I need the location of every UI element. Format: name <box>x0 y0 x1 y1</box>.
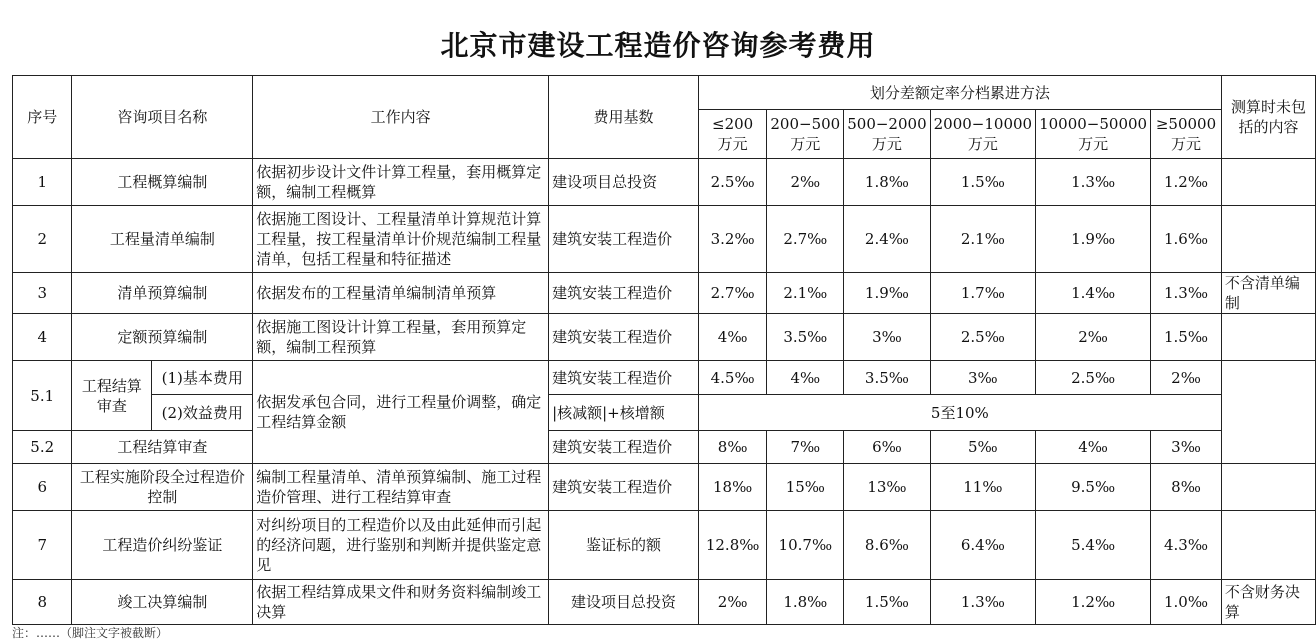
rate-cell: 5‰ <box>930 431 1035 464</box>
row-base: 建设项目总投资 <box>549 580 699 625</box>
row-seq: 6 <box>13 464 72 511</box>
table-row <box>13 206 1316 273</box>
rate-cell: 2.4‰ <box>844 206 930 273</box>
table-row <box>13 314 1316 361</box>
row-content: 依据发布的工程量清单编制清单预算 <box>253 273 549 314</box>
row-item: 竣工决算编制 <box>72 580 253 625</box>
header-item: 咨询项目名称 <box>72 76 253 159</box>
header-excluded: 测算时未包括的内容 <box>1221 76 1315 159</box>
rate-cell: 2.7‰ <box>698 273 767 314</box>
rate-cell: 1.9‰ <box>1036 206 1151 273</box>
table-row <box>13 361 1316 395</box>
rate-cell: 2.5‰ <box>1036 361 1151 395</box>
row-item: 工程概算编制 <box>72 159 253 206</box>
rate-cell: 8‰ <box>698 431 767 464</box>
rate-cell: 6.4‰ <box>930 511 1035 580</box>
header-content: 工作内容 <box>253 76 549 159</box>
row-content: 依据施工图设计、工程量清单计算规范计算工程量，按工程量清单计价规范编制工程量清单，包括工程量和特征描述 <box>253 206 549 273</box>
row-seq: 8 <box>13 580 72 625</box>
rate-cell: 9.5‰ <box>1036 464 1151 511</box>
row-excluded: 不含财务决算 <box>1221 580 1315 625</box>
rate-cell: 3‰ <box>930 361 1035 395</box>
row-item: 清单预算编制 <box>72 273 253 314</box>
page-title: 北京市建设工程造价咨询参考费用 <box>440 29 876 62</box>
tier-header: 500−2000 万元 <box>844 110 930 159</box>
rate-cell: 4‰ <box>1036 431 1151 464</box>
rate-cell: 10.7‰ <box>767 511 844 580</box>
row-base: 建设项目总投资 <box>549 159 699 206</box>
rate-cell: 1.3‰ <box>1036 159 1151 206</box>
table-row <box>13 431 1316 464</box>
row-excluded <box>1221 511 1315 580</box>
row-subitem: (2)效益费用 <box>152 395 253 431</box>
row-content: 编制工程量清单、清单预算编制、施工过程造价管理、进行工程结算审查 <box>253 464 549 511</box>
rate-cell: 13‰ <box>844 464 930 511</box>
rate-cell: 2.5‰ <box>698 159 767 206</box>
row-item: 工程量清单编制 <box>72 206 253 273</box>
header-base: 费用基数 <box>549 76 699 159</box>
rate-cell: 2‰ <box>698 580 767 625</box>
rate-cell: 11‰ <box>930 464 1035 511</box>
row-excluded <box>1221 314 1315 361</box>
rate-cell: 1.6‰ <box>1151 206 1222 273</box>
row-seq: 2 <box>13 206 72 273</box>
rate-cell: 5.4‰ <box>1036 511 1151 580</box>
row-excluded <box>1221 464 1315 511</box>
table-row <box>13 395 1316 431</box>
rate-cell: 1.3‰ <box>1151 273 1222 314</box>
row-seq: 5.2 <box>13 431 72 464</box>
rate-cell: 4‰ <box>698 314 767 361</box>
tier-header: ≤200 万元 <box>698 110 767 159</box>
rate-cell: 8.6‰ <box>844 511 930 580</box>
header-method: 划分差额定率分档累进方法 <box>698 76 1221 110</box>
row-base: 建筑安装工程造价 <box>549 361 699 395</box>
rate-cell: 1.4‰ <box>1036 273 1151 314</box>
rate-cell: 2‰ <box>767 159 844 206</box>
rate-cell: 4.5‰ <box>698 361 767 395</box>
rate-cell: 1.9‰ <box>844 273 930 314</box>
rate-cell: 18‰ <box>698 464 767 511</box>
table-row <box>13 273 1316 314</box>
rate-cell: 3.5‰ <box>767 314 844 361</box>
rate-cell: 2‰ <box>1036 314 1151 361</box>
row-base: 建筑安装工程造价 <box>549 431 699 464</box>
row-excluded <box>1221 361 1315 464</box>
tier-header: ≥50000 万元 <box>1151 110 1222 159</box>
row-base: 建筑安装工程造价 <box>549 464 699 511</box>
rate-cell: 8‰ <box>1151 464 1222 511</box>
rate-cell: 2‰ <box>1151 361 1222 395</box>
rate-cell: 3‰ <box>844 314 930 361</box>
row-content: 对纠纷项目的工程造价以及由此延伸而引起的经济问题，进行鉴别和判断并提供鉴定意见 <box>253 511 549 580</box>
rate-cell: 1.5‰ <box>1151 314 1222 361</box>
rate-cell-merged: 5至10% <box>698 395 1221 431</box>
rate-cell: 2.7‰ <box>767 206 844 273</box>
row-item: 工程实施阶段全过程造价控制 <box>72 464 253 511</box>
rate-cell: 1.2‰ <box>1036 580 1151 625</box>
rate-cell: 7‰ <box>767 431 844 464</box>
rate-cell: 3.2‰ <box>698 206 767 273</box>
row-base: |核减额|+核增额 <box>549 395 699 431</box>
row-item: 工程结算审查 <box>72 361 152 431</box>
row-item: 定额预算编制 <box>72 314 253 361</box>
row-item: 工程造价纠纷鉴证 <box>72 511 253 580</box>
row-content: 依据初步设计文件计算工程量，套用概算定额，编制工程概算 <box>253 159 549 206</box>
row-seq: 5.1 <box>13 361 72 431</box>
row-excluded <box>1221 206 1315 273</box>
header-seq: 序号 <box>13 76 72 159</box>
fee-table <box>12 75 1316 625</box>
rate-cell: 3.5‰ <box>844 361 930 395</box>
row-seq: 4 <box>13 314 72 361</box>
rate-cell: 1.5‰ <box>844 580 930 625</box>
row-content: 依据工程结算成果文件和财务资料编制竣工决算 <box>253 580 549 625</box>
row-base: 建筑安装工程造价 <box>549 273 699 314</box>
row-excluded <box>1221 159 1315 206</box>
row-excluded: 不含清单编制 <box>1221 273 1315 314</box>
row-content: 依据发承包合同，进行工程量价调整，确定工程结算金额 <box>253 361 549 464</box>
rate-cell: 1.7‰ <box>930 273 1035 314</box>
rate-cell: 1.5‰ <box>930 159 1035 206</box>
rate-cell: 1.2‰ <box>1151 159 1222 206</box>
table-row <box>13 159 1316 206</box>
table-row <box>13 511 1316 580</box>
table-row <box>13 464 1316 511</box>
rate-cell: 15‰ <box>767 464 844 511</box>
rate-cell: 2.1‰ <box>930 206 1035 273</box>
rate-cell: 2.1‰ <box>767 273 844 314</box>
row-base: 建筑安装工程造价 <box>549 206 699 273</box>
row-base: 鉴证标的额 <box>549 511 699 580</box>
row-seq: 7 <box>13 511 72 580</box>
table-row <box>13 580 1316 625</box>
row-base: 建筑安装工程造价 <box>549 314 699 361</box>
tier-header: 10000−50000 万元 <box>1036 110 1151 159</box>
row-item: 工程结算审查 <box>72 431 253 464</box>
rate-cell: 1.3‰ <box>930 580 1035 625</box>
rate-cell: 3‰ <box>1151 431 1222 464</box>
tier-header: 200−500 万元 <box>767 110 844 159</box>
footnote: 注：……（脚注文字被截断） <box>12 626 169 640</box>
row-subitem: (1)基本费用 <box>152 361 253 395</box>
rate-cell: 12.8‰ <box>698 511 767 580</box>
header-row <box>13 76 1316 110</box>
rate-cell: 1.8‰ <box>844 159 930 206</box>
rate-cell: 4‰ <box>767 361 844 395</box>
tier-header: 2000−10000 万元 <box>930 110 1035 159</box>
rate-cell: 1.0‰ <box>1151 580 1222 625</box>
rate-cell: 4.3‰ <box>1151 511 1222 580</box>
row-seq: 1 <box>13 159 72 206</box>
rate-cell: 6‰ <box>844 431 930 464</box>
row-seq: 3 <box>13 273 72 314</box>
row-content: 依据施工图设计计算工程量，套用预算定额，编制工程预算 <box>253 314 549 361</box>
rate-cell: 1.8‰ <box>767 580 844 625</box>
rate-cell: 2.5‰ <box>930 314 1035 361</box>
